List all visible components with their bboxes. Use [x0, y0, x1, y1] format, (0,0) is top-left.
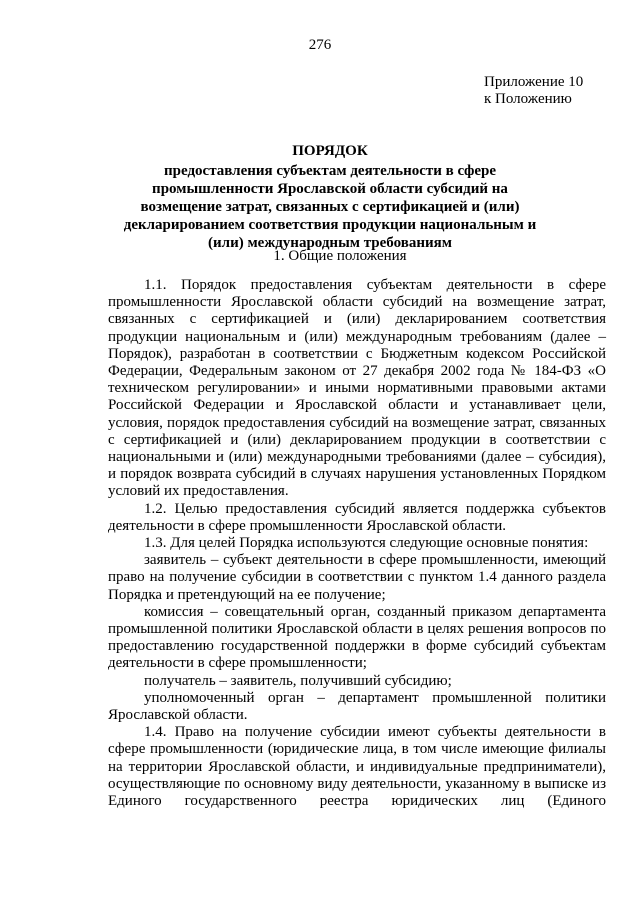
section-heading: 1. Общие положения	[273, 248, 407, 264]
paragraph-1-2: 1.2. Целью предоставления субсидий является поддержка субъектов деятельности в сфере промышленности Ярославской области.	[108, 500, 606, 534]
title-subtitle: предоставления субъектам деятельности в сфере промышленности Ярославской области субсидий на возмещение затрат, связанных с сертификацией и (или) декларированием соответствия продукции национальным и (или) международным требованиям	[123, 163, 537, 251]
paragraph-1-1: 1.1. Порядок предоставления субъектам деятельности в сфере промышленности Ярославской области субсидий на возмещение затрат, связанных с сертификацией и (или) декларированием соответствия продукции национальным и (или) международным требованиям (далее – Порядок), разработан в соответствии с Бюджетным кодексом Российской Федерации, Федеральным законом от 27 декабря 2002 года № 184-ФЗ «О техническом регулировании» и иными нормативными правовыми актами Российской Федерации и Ярославской области и устанавливает цели, условия, порядок предоставления субсидий на возмещение затрат, связанных с сертификацией и (или) декларированием продукции в соответствии с национальными и (или) международными требованиями (далее – субсидия), и порядок возврата субсидий в случаях нарушения установленных Порядком условий их предоставления.	[108, 277, 606, 500]
definition-recipient: получатель – заявитель, получивший субсидию;	[144, 672, 452, 689]
paragraph-1-3: 1.3. Для целей Порядка используются следующие основные понятия:	[144, 535, 589, 552]
title-main: ПОРЯДОК	[292, 143, 368, 159]
page-number: 276	[308, 37, 332, 53]
definition-commission: комиссия – совещательный орган, созданный приказом департамента промышленной политики Ярославской области в целях решения вопросов по предоставлению государственной поддержки в форме субсидий субъектам деятельности в сфере промышленности;	[108, 603, 606, 672]
document-title	[110, 142, 550, 252]
paragraph-1-4: 1.4. Право на получение субсидии имеют субъекты деятельности в сфере промышленности (юридические лица, в том числе имеющие филиалы на территории Ярославской области, и индивидуальные предприниматели), осуществляющие по основному виду деятельности, указанному в выписке из Единого государственного реестра юридических лиц (Единого	[108, 724, 606, 810]
appendix-line-1: Приложение 10	[484, 74, 584, 90]
definition-authorized-body: уполномоченный орган – департамент промышленной политики Ярославской области.	[108, 689, 606, 724]
definition-applicant: заявитель – субъект деятельности в сфере промышленности, имеющий право на получение субсидии в соответствии с пунктом 1.4 данного раздела Порядка и претендующий на ее получение;	[108, 552, 606, 603]
appendix-line-2: к Положению	[484, 91, 572, 107]
appendix-reference	[484, 74, 583, 108]
document-body	[108, 277, 606, 810]
